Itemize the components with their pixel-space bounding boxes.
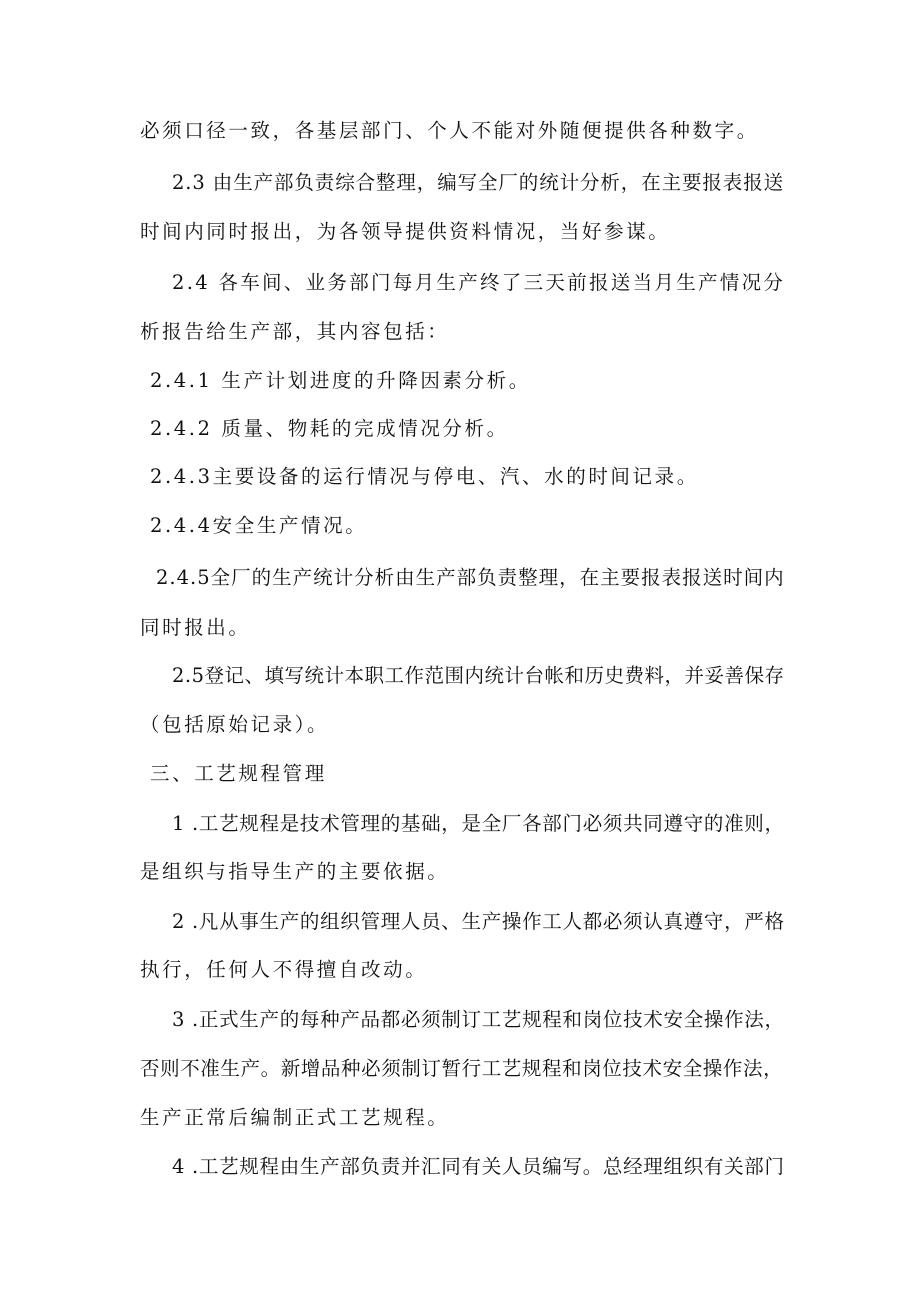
section-heading: 三、工艺规程管理 [150, 762, 327, 785]
text-line-21: 生产正常后编制正式工艺规程。 [140, 1106, 450, 1129]
text-line-12: 2.5登记、填写统计本职工作范围内统计台帐和历史费料，并妥善保存 [172, 664, 785, 687]
text-line-13: （包括原始记录）。 [140, 713, 330, 736]
text-line-4: 2.4 各车间、业务部门每月生产终了三天前报送当月生产情况分 [172, 271, 786, 294]
text-line-7: 2.4.2 质量、物耗的完成情况分析。 [150, 417, 509, 440]
text-line-17: 2 .凡从事生产的组织管理人员、生产操作工人都必须认真遵守，严格 [172, 910, 785, 933]
text-line-22: 4 .工艺规程由生产部负责并汇同有关人员编写。总经理组织有关部门 [172, 1155, 785, 1178]
text-line-15: 1 .工艺规程是技术管理的基础，是全厂各部门必须共同遵守的准则， [172, 812, 785, 835]
text-line-18: 执行，任何人不得擅自改动。 [140, 958, 428, 981]
text-line-9: 2.4.4安全生产情况。 [150, 514, 368, 537]
text-line-6: 2.4.1 生产计划进度的升降因素分析。 [150, 369, 531, 392]
text-line-2: 2.3 由生产部负责综合整理，编写全厂的统计分析，在主要报表报送 [172, 171, 785, 194]
text-line-10: 2.4.5全厂的生产统计分析由生产部负责整理，在主要报表报送时间内 [156, 566, 785, 589]
text-line-19: 3 .正式生产的每种产品都必须制订工艺规程和岗位技术安全操作法， [172, 1008, 785, 1031]
text-line-1: 必须口径一致，各基层部门、个人不能对外随便提供各种数字。 [140, 119, 759, 142]
text-line-20: 否则不准生产。新增品种必须制订暂行工艺规程和岗位技术安全操作法， [140, 1057, 784, 1080]
text-line-11: 同时报出。 [140, 616, 251, 639]
text-line-16: 是组织与指导生产的主要依据。 [140, 860, 450, 883]
text-line-3: 时间内同时报出，为各领导提供资料情况，当好参谋。 [140, 220, 671, 243]
text-line-8: 2.4.3主要设备的运行情况与停电、汽、水的时间记录。 [150, 465, 699, 488]
text-line-5: 析报告给生产部，其内容包括： [140, 320, 450, 343]
